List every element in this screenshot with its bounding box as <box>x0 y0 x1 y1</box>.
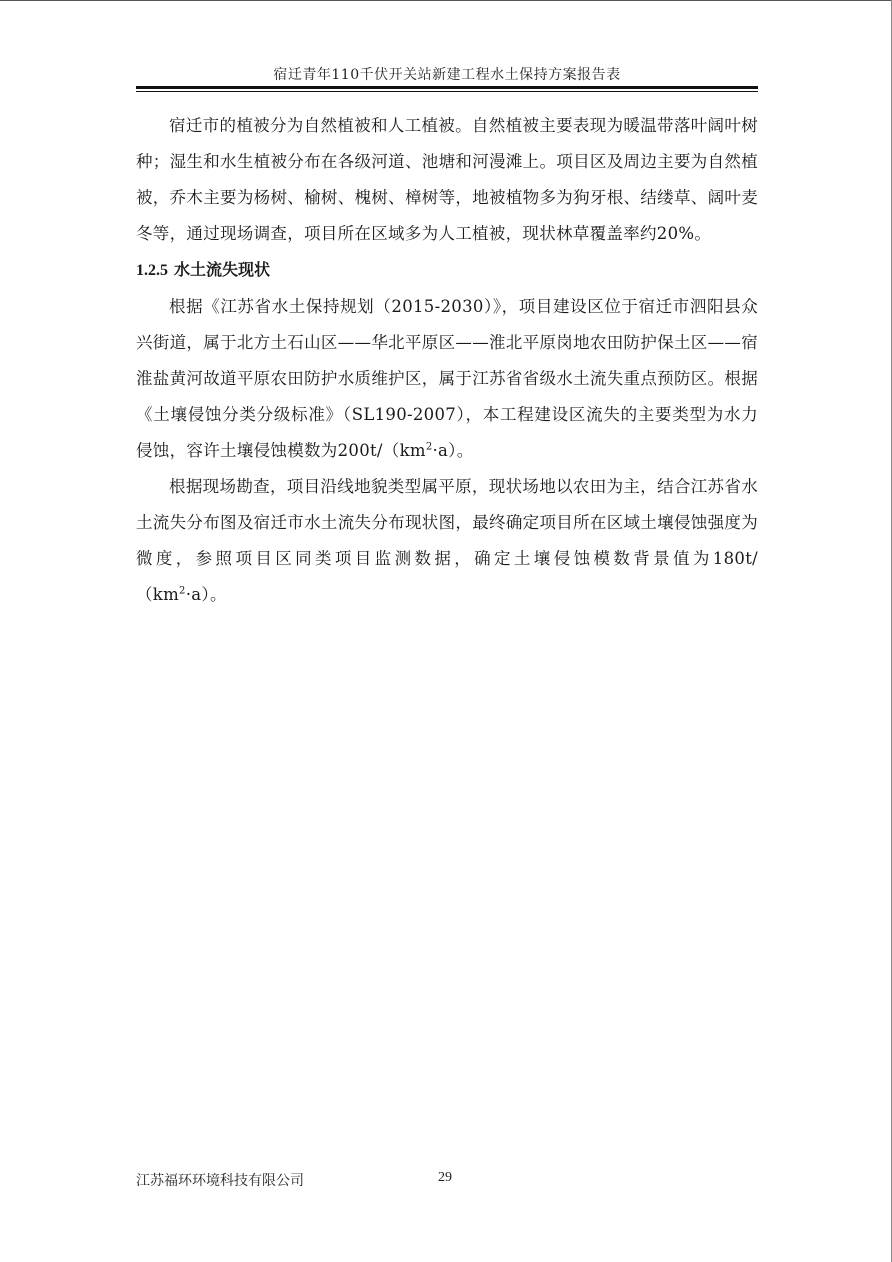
paragraph-field-survey <box>136 469 758 613</box>
footer-company-name: 江苏福环环境科技有限公司 <box>136 1173 304 1189</box>
paragraph-soil-erosion-planning <box>136 289 758 469</box>
section-number: 1.2.5 <box>136 262 168 279</box>
paragraph-planning-text: 根据《江苏省水土保持规划（2015-2030）》，项目建设区位于宿迁市泗阳县众兴街道，属于北方土石山区——华北平原区——淮北平原岗地农田防护保土区——宿淮盐黄河故道平原农田防护水质维护区，属于江苏省省级水土流失重点预防区。根据《土壤侵蚀分类分级标准》（SL190-2007），本工程建设区流失的主要类型为水力侵蚀，容许土壤侵蚀模数为200t/（km <box>136 297 758 460</box>
section-heading <box>136 252 758 289</box>
paragraph-planning-tail: ·a）。 <box>432 441 474 460</box>
superscript-2: 2 <box>179 585 186 597</box>
page-border-top <box>0 0 892 1</box>
paragraph-vegetation: 宿迁市的植被分为自然植被和人工植被。自然植被主要表现为暖温带落叶阔叶树种；湿生和水生植被分布在各级河道、池塘和河漫滩上。项目区及周边主要为自然植被，乔木主要为杨树、榆树、槐树、樟树等，地被植物多为狗牙根、结缕草、阔叶麦冬等，通过现场调查，项目所在区域多为人工植被，现状林草覆盖率约20%。 <box>136 116 758 243</box>
superscript-2: 2 <box>425 441 433 453</box>
paragraph-survey-tail: ·a）。 <box>185 585 227 604</box>
paragraph-survey-text: 根据现场勘查，项目沿线地貌类型属平原，现状场地以农田为主，结合江苏省水土流失分布图及宿迁市水土流失分布现状图，最终确定项目所在区域土壤侵蚀强度为微度，参照项目区同类项目监测数据，确定土壤侵蚀模数背景值为180t/（km <box>136 477 758 604</box>
header-rule-thin <box>136 91 758 92</box>
footer-page-number: 29 <box>438 1170 452 1185</box>
document-body <box>136 108 758 613</box>
page-header-title: 宿迁青年110千伏开关站新建工程水土保持方案报告表 <box>273 67 621 83</box>
header-rule-thick <box>136 86 758 89</box>
section-title: 水土流失现状 <box>174 260 271 279</box>
